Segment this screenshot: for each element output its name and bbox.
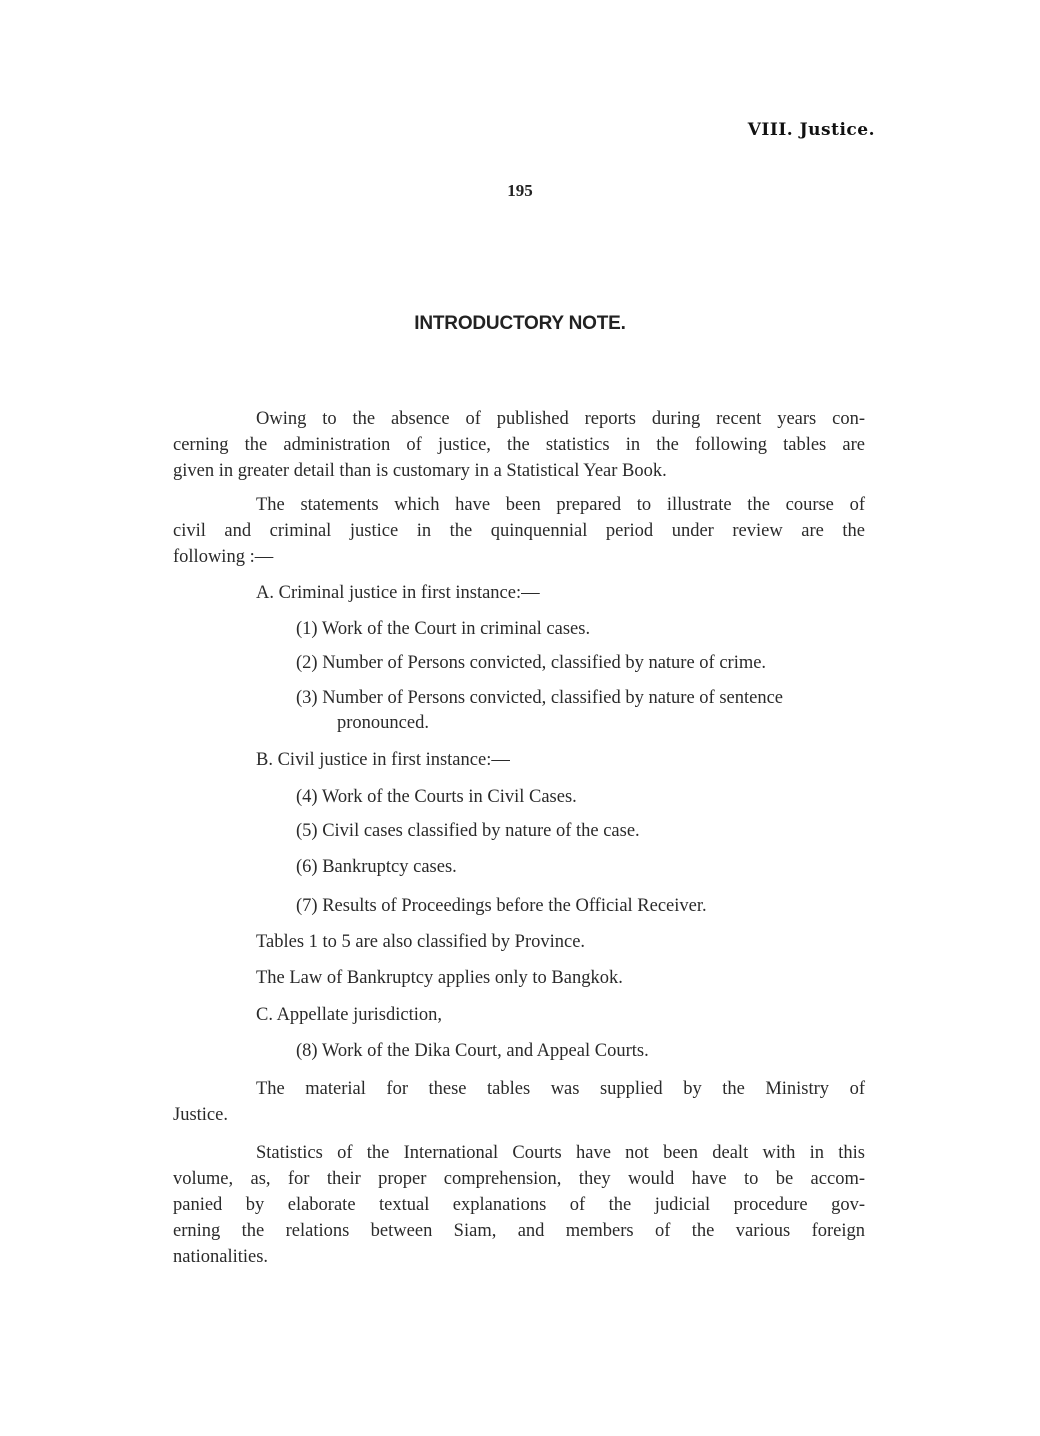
paragraph-3-line-1: The material for these tables was supplied by the Ministry of: [256, 1079, 865, 1099]
paragraph-1-line-2: cerning the administration of justice, the statistics in the following tables are: [173, 435, 865, 455]
section-tag: VIII. Justice.: [747, 120, 875, 140]
list-item-5: (5) Civil cases classified by nature of the case.: [296, 821, 640, 841]
paragraph-4-line-2: volume, as, for their proper comprehension, they would have to be accom-: [173, 1169, 865, 1189]
paragraph-1-line-1: Owing to the absence of published reports during recent years con-: [256, 409, 865, 429]
section-b-heading: B. Civil justice in first instance:—: [256, 750, 510, 770]
paragraph-2-line-2: civil and criminal justice in the quinquennial period under review are the: [173, 521, 865, 541]
paragraph-2-line-1: The statements which have been prepared to illustrate the course of: [256, 495, 865, 515]
section-a-heading: A. Criminal justice in first instance:—: [256, 583, 540, 603]
section-c-heading: C. Appellate jurisdiction,: [256, 1005, 443, 1025]
paragraph-4-line-1: Statistics of the International Courts have not been dealt with in this: [256, 1143, 865, 1163]
list-item-1: (1) Work of the Court in criminal cases.: [296, 619, 591, 639]
paragraph-4-line-3: panied by elaborate textual explanations of the judicial procedure gov-: [173, 1195, 865, 1215]
law-note: The Law of Bankruptcy applies only to Bangkok.: [256, 968, 623, 988]
list-item-8: (8) Work of the Dika Court, and Appeal Courts.: [296, 1041, 649, 1061]
list-item-7: (7) Results of Proceedings before the Official Receiver.: [296, 896, 707, 916]
paragraph-1-line-3: given in greater detail than is customary in a Statistical Year Book.: [173, 461, 667, 481]
list-item-3-line-2: pronounced.: [337, 713, 429, 733]
list-item-2: (2) Number of Persons convicted, classified by nature of crime.: [296, 653, 767, 673]
paragraph-4-line-4: erning the relations between Siam, and members of the various foreign: [173, 1221, 865, 1241]
paragraph-4-line-5: nationalities.: [173, 1247, 269, 1267]
list-item-6: (6) Bankruptcy cases.: [296, 857, 457, 877]
paragraph-3-line-2: Justice.: [173, 1105, 228, 1125]
page-title: INTRODUCTORY NOTE.: [414, 313, 626, 334]
list-item-3-line-1: (3) Number of Persons convicted, classified by nature of sentence: [296, 688, 784, 708]
paragraph-2-line-3: following :—: [173, 547, 274, 567]
page-number: 195: [507, 181, 533, 200]
tables-note: Tables 1 to 5 are also classified by Province.: [256, 932, 586, 952]
list-item-4: (4) Work of the Courts in Civil Cases.: [296, 787, 577, 807]
